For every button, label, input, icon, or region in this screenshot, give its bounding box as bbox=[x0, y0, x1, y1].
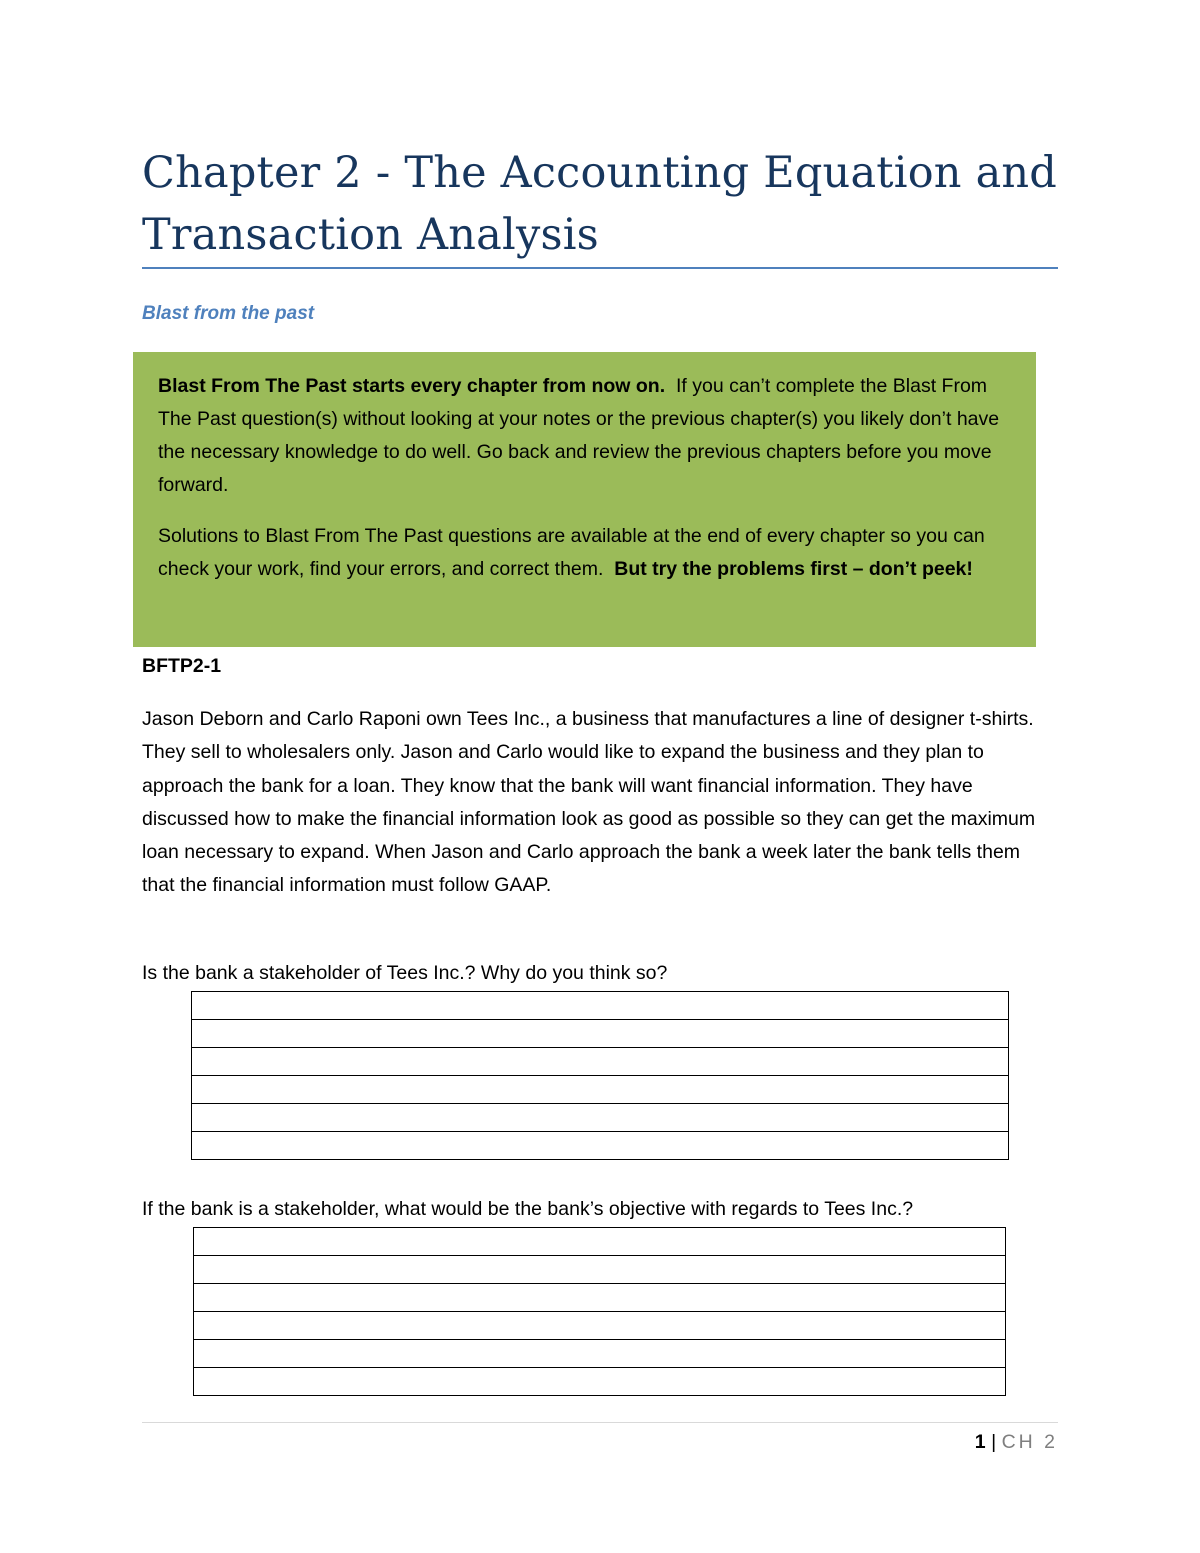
callout-bold-lead: Blast From The Past starts every chapter from now on. bbox=[158, 375, 666, 397]
answer-line[interactable] bbox=[192, 1048, 1009, 1076]
footer-separator: | bbox=[991, 1431, 997, 1453]
problem-id: BFTP2-1 bbox=[142, 655, 222, 677]
section-subheading: Blast from the past bbox=[142, 303, 315, 324]
footer-divider bbox=[142, 1422, 1058, 1423]
answer-cell[interactable] bbox=[194, 1368, 1006, 1396]
answer-cell[interactable] bbox=[194, 1340, 1006, 1368]
answer-line[interactable] bbox=[194, 1340, 1006, 1368]
question-1: Is the bank a stakeholder of Tees Inc.? Why do you think so? bbox=[142, 962, 668, 984]
answer-cell[interactable] bbox=[194, 1228, 1006, 1256]
answer-line[interactable] bbox=[192, 1104, 1009, 1132]
answer-cell[interactable] bbox=[194, 1284, 1006, 1312]
answer-cell[interactable] bbox=[194, 1312, 1006, 1340]
page-title: Chapter 2 - The Accounting Equation and Transaction Analysis bbox=[142, 148, 1058, 260]
callout-paragraph-1-text: If you can’t complete the Blast From The Past question(s) without looking at your notes or the previous chapter(s) you likely don’t have the necessary knowledge to do well. Go back and review the previous chapters before you move forward. bbox=[158, 375, 1000, 496]
page-number: 1 bbox=[974, 1431, 986, 1453]
answer-line[interactable] bbox=[194, 1368, 1006, 1396]
answer-line[interactable] bbox=[194, 1256, 1006, 1284]
callout-paragraph-1 bbox=[158, 370, 1010, 502]
answer-line[interactable] bbox=[192, 992, 1009, 1020]
question-2: If the bank is a stakeholder, what would be the bank’s objective with regards to Tees Inc.? bbox=[142, 1198, 914, 1220]
answer-cell[interactable] bbox=[192, 1076, 1009, 1104]
answer-cell[interactable] bbox=[192, 1104, 1009, 1132]
problem-body: Jason Deborn and Carlo Raponi own Tees Inc., a business that manufactures a line of designer t-shirts. They sell to wholesalers only. Jason and Carlo would like to expand the business and they plan to approach the bank for a loan. They know that the bank will want financial information. They have discussed how to make the financial information look as good as possible so they can get the maximum loan necessary to expand. When Jason and Carlo approach the bank a week later the bank tells them that the financial information must follow GAAP. bbox=[142, 708, 1036, 897]
blast-from-the-past-callout bbox=[133, 352, 1036, 647]
answer-line[interactable] bbox=[194, 1284, 1006, 1312]
answer-cell[interactable] bbox=[192, 1132, 1009, 1160]
answer-cell[interactable] bbox=[194, 1256, 1006, 1284]
answer-box-1[interactable] bbox=[191, 991, 1009, 1160]
answer-cell[interactable] bbox=[192, 992, 1009, 1020]
answer-cell[interactable] bbox=[192, 1048, 1009, 1076]
answer-line[interactable] bbox=[192, 1076, 1009, 1104]
page-footer bbox=[975, 1428, 1058, 1456]
callout-bold-warning: But try the problems first – don’t peek! bbox=[614, 558, 973, 580]
callout-paragraph-2 bbox=[158, 520, 1010, 586]
answer-cell[interactable] bbox=[192, 1020, 1009, 1048]
chapter-label: CH 2 bbox=[1001, 1431, 1058, 1453]
title-underline bbox=[142, 267, 1058, 269]
answer-line[interactable] bbox=[194, 1228, 1006, 1256]
callout-paragraph-2-text: Solutions to Blast From The Past questions are available at the end of every chapter so you can check your work, find your errors, and correct them. bbox=[158, 525, 985, 580]
answer-line[interactable] bbox=[194, 1312, 1006, 1340]
answer-line[interactable] bbox=[192, 1132, 1009, 1160]
answer-line[interactable] bbox=[192, 1020, 1009, 1048]
answer-box-2[interactable] bbox=[193, 1227, 1006, 1396]
